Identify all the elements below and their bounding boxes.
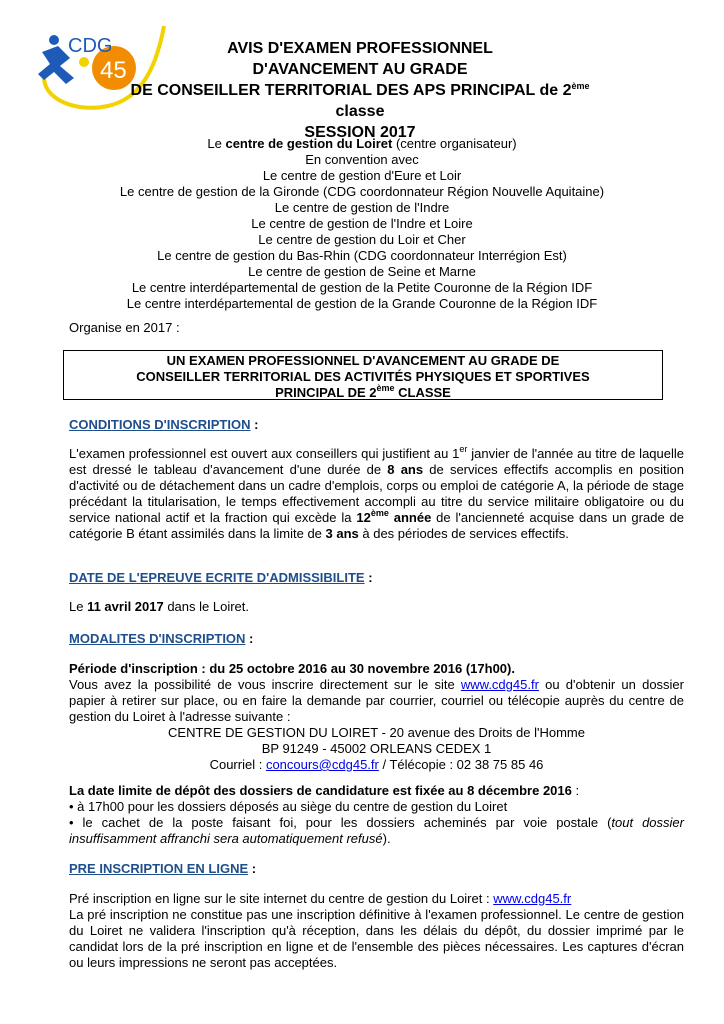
conditions-bold-12: 12 xyxy=(356,510,371,525)
conditions-text-2: janvier de l'année au titre de laquelle est dressé le tableau d'avancement d'une durée de xyxy=(69,446,684,477)
title-line-3-sup: ème xyxy=(571,81,590,91)
logo-figure-head xyxy=(49,35,59,45)
conditions-bold-3ans: 3 ans xyxy=(325,526,359,541)
conditions-text-4: de l'ancienneté acquise dans un grade de catégorie B étant assimilés dans la limite de xyxy=(69,510,685,541)
pre-inscription-link[interactable]: www.cdg45.fr xyxy=(493,891,572,906)
pre-inscription-text-1: Pré inscription en ligne sur le site internet du centre de gestion du Loiret : xyxy=(69,891,494,906)
modalites-text-1: Vous avez la possibilité de vous inscrire directement sur le site xyxy=(69,677,461,692)
bullet-postale-post: ). xyxy=(382,831,391,846)
centre-line: Le centre de gestion du Bas-Rhin (CDG coordonnateur Interrégion Est) xyxy=(157,248,567,263)
centre-line: En convention avec xyxy=(305,152,419,167)
title-line-2: D'AVANCEMENT AU GRADE xyxy=(252,61,468,78)
date-limite-paragraph xyxy=(69,783,684,847)
date-limite-line xyxy=(69,783,684,799)
centre-line: Le centre de gestion d'Eure et Loir xyxy=(262,168,462,183)
centre-line: Le centre interdépartemental de gestion de la Grande Couronne de la Région IDF xyxy=(126,296,598,311)
date-heading-colon: : xyxy=(364,570,373,585)
exam-title-line-3-post: CLASSE xyxy=(394,385,451,400)
modalites-heading-colon: : xyxy=(245,631,254,646)
exam-title-line-1: UN EXAMEN PROFESSIONNEL D'AVANCEMENT AU GRADE DE xyxy=(166,353,560,368)
conditions-sup-1: er xyxy=(459,444,468,454)
conditions-heading-colon: : xyxy=(250,417,259,432)
conditions-heading-text: CONDITIONS D'INSCRIPTION xyxy=(69,417,251,432)
modalites-text-2: ou d'obtenir un dossier papier à retirer sur place, ou en faire la demande par courrier, courriel ou télécopie auprès du centre de gestion du Loiret à l'adresse suivante : xyxy=(69,677,684,724)
modalites-heading-text: MODALITES D'INSCRIPTION xyxy=(69,631,246,646)
exam-title-line-3 xyxy=(64,385,662,401)
exam-title-box xyxy=(63,350,663,400)
centre-line: Le centre de gestion de la Gironde (CDG coordonnateur Région Nouvelle Aquitaine) xyxy=(119,184,605,199)
exam-title-line-2: CONSEILLER TERRITORIAL DES ACTIVITÉS PHYSIQUES ET SPORTIVES xyxy=(136,369,590,384)
courriel-label: Courriel : xyxy=(209,757,266,772)
pre-inscription-heading xyxy=(69,861,256,876)
periode-inscription xyxy=(69,661,684,677)
pre-inscription-paragraph xyxy=(69,891,684,971)
email-link[interactable]: concours@cdg45.fr xyxy=(265,757,379,772)
date-paragraph xyxy=(69,599,684,615)
telecopie-text: / Télécopie : 02 38 75 85 46 xyxy=(378,757,544,772)
logo-dot-yellow xyxy=(79,57,89,67)
date-post: dans le Loiret. xyxy=(163,599,249,614)
page-title xyxy=(110,38,610,143)
pre-inscription-heading-colon: : xyxy=(248,861,257,876)
date-value: 11 avril 2017 xyxy=(87,599,164,614)
centre-line: Le centre de gestion de l'Indre xyxy=(274,200,450,215)
conditions-text-5: à des périodes de services effectifs. xyxy=(358,526,569,541)
exam-title-line-3-pre: PRINCIPAL DE 2 xyxy=(275,385,377,400)
centre-line: Le centre de gestion de l'Indre et Loire xyxy=(251,216,473,231)
pre-inscription-details: La pré inscription ne constitue pas une inscription définitive à l'examen professionnel. Le centre de gestion du Loiret ne validera l'inscription qu'à réception, dans les délais du dépôt, du dossier imprimé par le candidat lors de la pré inscription en ligne et de l'ensemble des pièces nécessaires. Les captures d'écran ou leurs impressions ne seront pas acceptées. xyxy=(69,907,684,970)
logo-cdg-text: CDG xyxy=(68,35,113,57)
title-line-4: SESSION 2017 xyxy=(304,124,416,141)
conditions-paragraph xyxy=(69,446,684,542)
title-line-3 xyxy=(110,80,610,122)
contact-line xyxy=(69,757,684,773)
title-line-3-post: classe xyxy=(335,103,385,120)
bullet-voie-postale xyxy=(69,815,684,847)
centre-organisateur-name: centre de gestion du Loiret xyxy=(225,136,393,151)
date-heading-text: DATE DE L'EPREUVE ECRITE D'ADMISSIBILITE xyxy=(69,570,365,585)
centre-line: Le centre de gestion du Loir et Cher xyxy=(258,232,466,247)
date-limite-bold: La date limite de dépôt des dossiers de candidature est fixée au 8 décembre 2016 xyxy=(69,783,572,798)
address-line-1: CENTRE DE GESTION DU LOIRET - 20 avenue des Droits de l'Homme xyxy=(168,725,585,740)
bullet-depot-siege: • à 17h00 pour les dossiers déposés au siège du centre de gestion du Loiret xyxy=(69,799,508,814)
centre-organisateur-post: (centre organisateur) xyxy=(392,136,517,151)
pre-inscription-heading-text: PRE INSCRIPTION EN LIGNE xyxy=(69,861,249,876)
title-line-1: AVIS D'EXAMEN PROFESSIONNEL xyxy=(227,40,493,57)
centre-line: Le centre interdépartemental de gestion de la Petite Couronne de la Région IDF xyxy=(131,280,593,295)
conditions-text-3: de services effectifs accomplis en position d'activité ou de détachement dans un cadre d'emplois, corps ou emploi de catégorie A, la période de stage précédant la titularisation, le temps effectivement accompli au titre du service militaire obligatoire ou du service national actif et la fraction qui excède la xyxy=(69,462,684,525)
bullet-postale-italic: tout dossier insuffisamment affranchi sera automatiquement refusé xyxy=(69,815,684,846)
organise-text: Organise en 2017 : xyxy=(69,320,180,335)
exam-title-line-3-sup: ème xyxy=(376,383,395,393)
conditions-bold-12eme xyxy=(356,510,431,525)
centres-list xyxy=(40,136,684,312)
periode-text: Période d'inscription : du 25 octobre 2016 au 30 novembre 2016 (17h00). xyxy=(69,661,515,676)
date-pre: Le xyxy=(69,599,88,614)
centre-organisateur xyxy=(40,136,684,152)
cdg45-website-link[interactable]: www.cdg45.fr xyxy=(460,677,539,692)
logo-number-text: 45 xyxy=(100,57,127,84)
modalites-heading xyxy=(69,631,253,646)
date-limite-colon: : xyxy=(571,783,580,798)
conditions-bold-8ans: 8 ans xyxy=(387,462,424,477)
modalites-paragraph xyxy=(69,661,684,773)
centre-line: Le centre de gestion de Seine et Marne xyxy=(248,264,476,279)
conditions-text-1: L'examen professionnel est ouvert aux conseillers qui justifient au 1 xyxy=(69,446,460,461)
date-heading xyxy=(69,570,373,585)
address-line-2: BP 91249 - 45002 ORLEANS CEDEX 1 xyxy=(261,741,492,756)
centre-organisateur-pre: Le xyxy=(207,136,226,151)
title-line-3-pre: DE CONSEILLER TERRITORIAL DES APS PRINCIPAL de 2 xyxy=(130,82,572,99)
conditions-sup-eme: ème xyxy=(370,508,389,518)
conditions-heading xyxy=(69,417,258,432)
bullet-postale-pre: • le cachet de la poste faisant foi, pour les dossiers acheminés par voie postale ( xyxy=(69,815,612,830)
conditions-bold-annee: année xyxy=(388,510,432,525)
pre-inscription-line xyxy=(69,891,684,907)
modalites-text xyxy=(69,677,684,725)
